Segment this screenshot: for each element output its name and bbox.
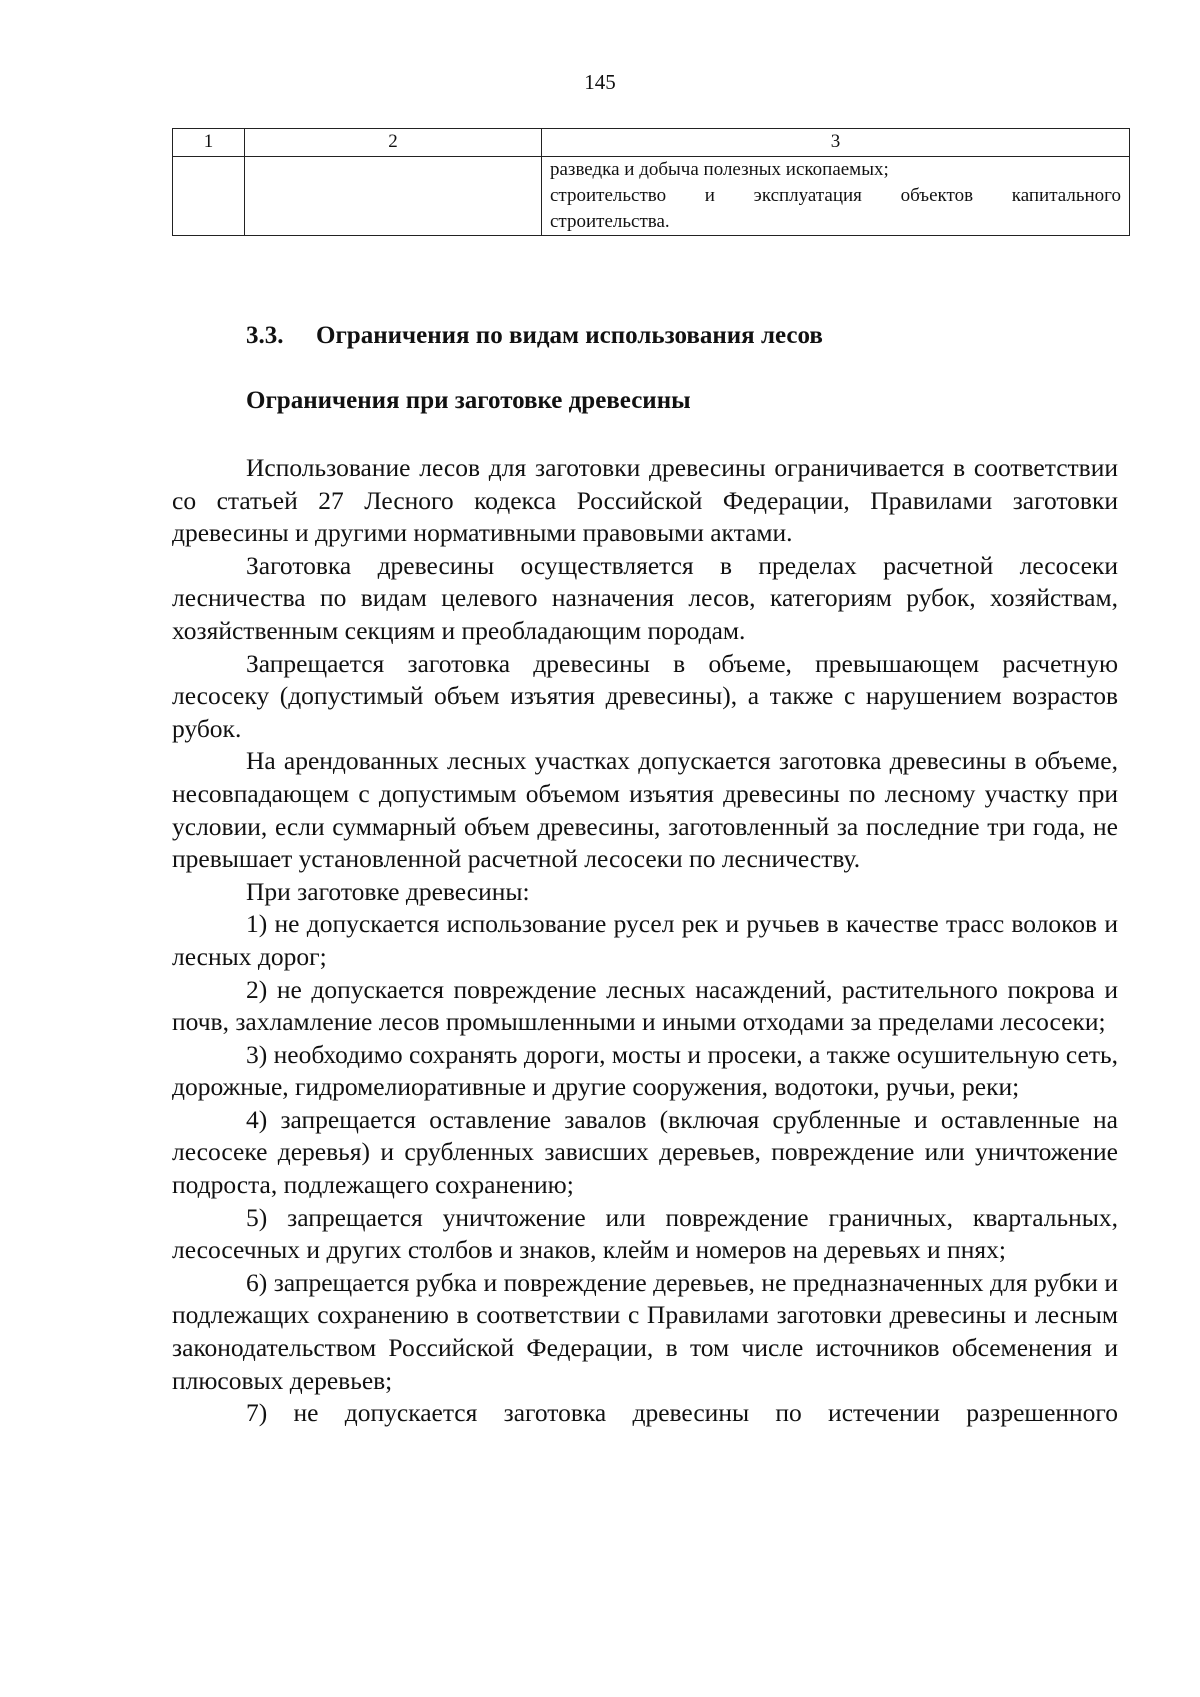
list-item: 6) запрещается рубка и повреждение деревьев, не предназначенных для рубки и подлежащих сохранению в соответствии с Правилами заготовки древесины и лесным законодательством Российской Федерации, в том числе источников обсеменения и плюсовых деревьев; xyxy=(172,1267,1118,1395)
continuation-table xyxy=(172,128,1130,236)
table-cell-col-3 xyxy=(542,157,1130,236)
table-cell-line: разведка и добыча полезных ископаемых; xyxy=(550,159,889,180)
paragraph: При заготовке древесины: xyxy=(246,876,530,906)
subheading: Ограничения при заготовке древесины xyxy=(246,387,691,414)
paragraph: Запрещается заготовка древесины в объеме, превышающем расчетную лесосеку (допустимый объем изъятия древесины), а также с нарушением возрастов рубок. xyxy=(172,648,1118,743)
table-cell-line: строительство и эксплуатация объектов капитального xyxy=(550,185,1121,206)
section-number: 3.3. xyxy=(246,322,284,349)
table-header-col-3: 3 xyxy=(542,129,1130,157)
table-cell-line: строительства. xyxy=(550,211,670,232)
table-cell-col-2 xyxy=(245,157,542,236)
list-item: 4) запрещается оставление завалов (включая срубленные и оставленные на лесосеке деревья) и срубленных зависших деревьев, повреждение или уничтожение подроста, подлежащего сохранению; xyxy=(172,1104,1118,1200)
paragraph: Использование лесов для заготовки древесины ограничивается в соответствии со статьей 27 Лесного кодекса Российской Федерации, Правилами заготовки древесины и другими нормативными правовыми актами. xyxy=(172,453,1118,548)
table-header-col-1: 1 xyxy=(173,129,245,157)
table-row xyxy=(173,157,1130,236)
list-item: 1) не допускается использование русел рек и ручьев в качестве трасс волоков и лесных дорог; xyxy=(172,909,1118,971)
page-number: 145 xyxy=(584,70,616,94)
section-title: Ограничения по видам использования лесов xyxy=(316,322,823,349)
list-item: 2) не допускается повреждение лесных насаждений, растительного покрова и почв, захламление лесов промышленными и иными отходами за пределами лесосеки; xyxy=(172,974,1118,1037)
paragraph: На арендованных лесных участках допускается заготовка древесины в объеме, несовпадающем с допустимым объемом изъятия древесины по лесному участку при условии, если суммарный объем древесины, заготовленный за последние три года, не превышает установленной расчетной лесосеки по лесничеству. xyxy=(172,746,1118,874)
list-item: 5) запрещается уничтожение или повреждение граничных, квартальных, лесосечных и других столбов и знаков, клейм и номеров на деревьях и пнях; xyxy=(172,1202,1118,1265)
paragraph: Заготовка древесины осуществляется в пределах расчетной лесосеки лесничества по видам целевого назначения лесов, категориям рубок, хозяйствам, хозяйственным секциям и преобладающим породам. xyxy=(172,550,1118,645)
table-cell-col-1 xyxy=(173,157,245,236)
table-header-row xyxy=(173,129,1130,157)
section-heading xyxy=(246,322,823,350)
table-header-col-2: 2 xyxy=(245,129,542,157)
list-item: 3) необходимо сохранять дороги, мосты и просеки, а также осушительную сеть, дорожные, гидромелиоративные и другие сооружения, водотоки, ручьи, реки; xyxy=(172,1039,1118,1102)
list-item-last: 7) не допускается заготовка древесины по истечении разрешенного xyxy=(246,1398,1118,1428)
body-text xyxy=(172,452,1118,1430)
